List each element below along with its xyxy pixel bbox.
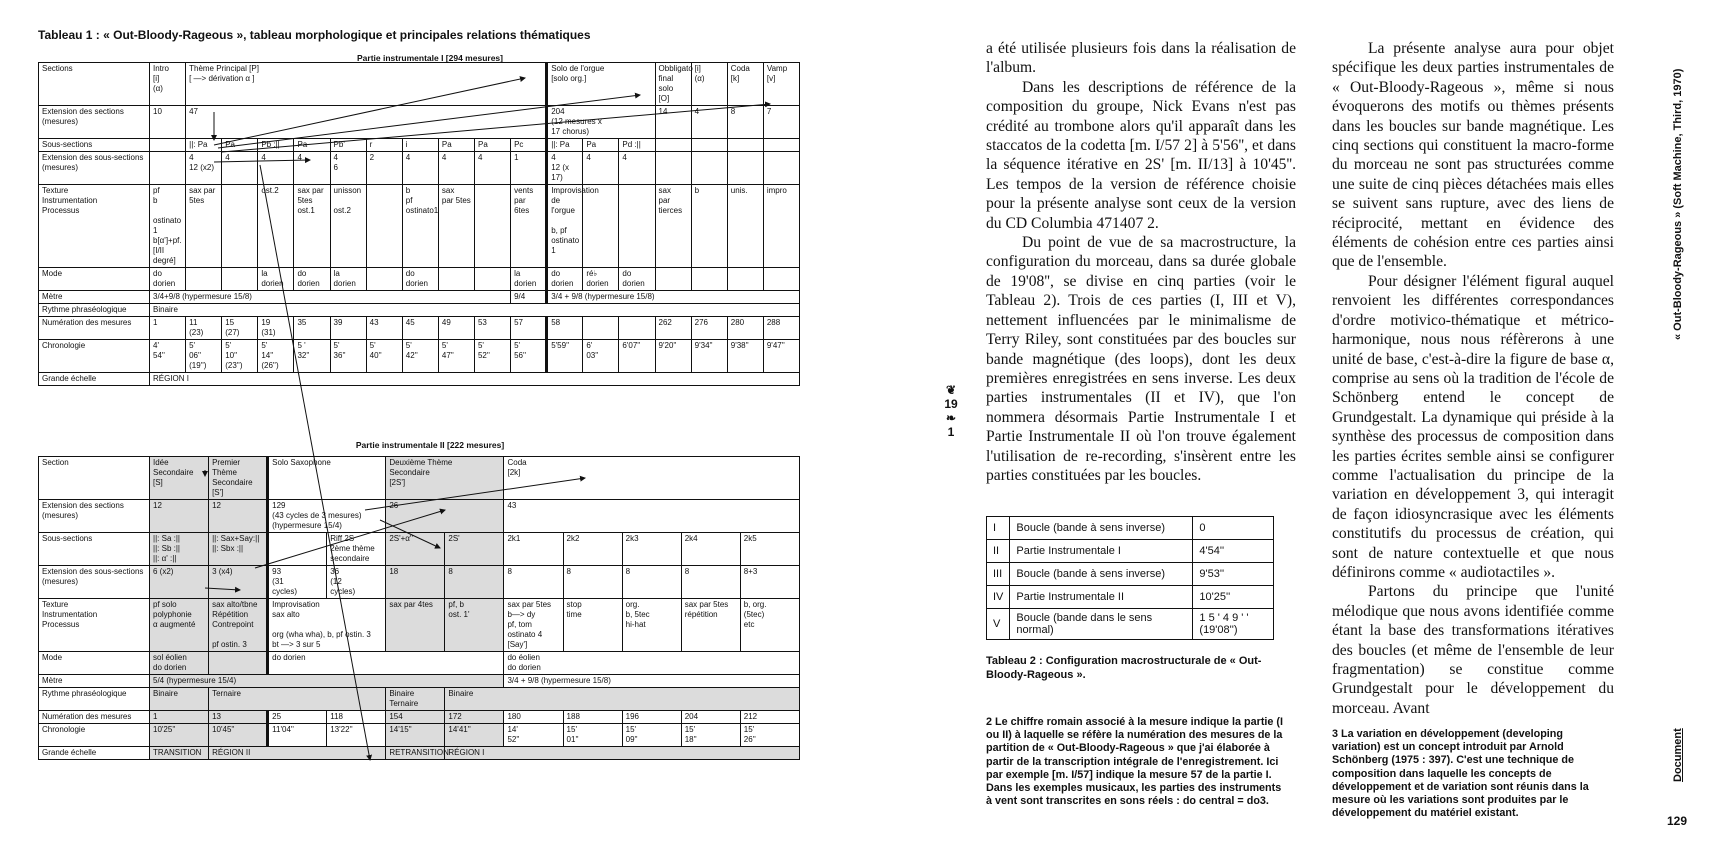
table-cell: pf solo polyphonie α augmenté bbox=[150, 599, 209, 652]
table-cell: ||: Pa bbox=[186, 139, 222, 152]
table-cell bbox=[186, 268, 222, 291]
table-cell: Pb :|| bbox=[258, 139, 294, 152]
table-cell: ||: Sa :|| ||: Sb :|| ||: α' :|| bbox=[150, 533, 209, 566]
table-cell: Boucle (bande à sens inverse) bbox=[1010, 563, 1193, 586]
table-cell: 1 bbox=[511, 152, 547, 185]
row-label: Extension des sections (mesures) bbox=[39, 500, 150, 533]
table-cell: 5' 36'' bbox=[330, 340, 366, 373]
table-cell: b pf ostinato1 bbox=[402, 185, 438, 268]
table1-part1 bbox=[38, 62, 800, 386]
table-cell bbox=[763, 268, 799, 291]
table-cell: Solo de l'orgue [solo org.] bbox=[547, 63, 655, 106]
table-cell: 3/4 + 9/8 (hypermesure 15/8) bbox=[547, 291, 800, 304]
table-cell bbox=[727, 268, 763, 291]
table-cell: b bbox=[691, 185, 727, 268]
table-cell bbox=[474, 185, 510, 268]
table-cell: 280 bbox=[727, 317, 763, 340]
table-cell: stop time bbox=[563, 599, 622, 652]
table-cell bbox=[727, 152, 763, 185]
table-cell bbox=[150, 139, 186, 152]
table-cell: Pd :|| bbox=[619, 139, 655, 152]
table-row bbox=[39, 185, 800, 268]
table-cell: Improvisation sax alto org (wha wha), b, pf ostin. 3 bt —> 3 sur 5 bbox=[268, 599, 386, 652]
table-cell bbox=[583, 185, 619, 268]
table-cell: 276 bbox=[691, 317, 727, 340]
table2-caption: Tableau 2 : Configuration macrostructurale de « Out-Bloody-Rageous ». bbox=[986, 655, 1262, 681]
table-cell: 180 bbox=[504, 711, 563, 724]
table-cell: 8 bbox=[504, 566, 563, 599]
paragraph: a été utilisée plusieurs fois dans la réalisation de l'album. bbox=[986, 40, 1296, 77]
running-title: « Out-Bloody-Rageous » (Soft Machine, Third, 1970) bbox=[1672, 68, 1684, 340]
table-cell: 10 bbox=[150, 106, 186, 139]
row-label: Chronologie bbox=[39, 724, 150, 747]
table-cell bbox=[438, 268, 474, 291]
table-cell bbox=[209, 652, 268, 675]
row-label: Grande échelle bbox=[39, 373, 150, 386]
table-cell: 11 (23) bbox=[186, 317, 222, 340]
table-cell bbox=[474, 268, 510, 291]
table-row bbox=[39, 652, 800, 675]
table-cell: Pa bbox=[222, 139, 258, 152]
table-cell: [i] (α) bbox=[691, 63, 727, 106]
table-cell: Partie Instrumentale II bbox=[1010, 586, 1193, 609]
table-cell bbox=[583, 317, 619, 340]
table-row bbox=[987, 609, 1274, 640]
table-cell: 8 bbox=[681, 566, 740, 599]
table-cell: i bbox=[402, 139, 438, 152]
table-cell: Pb' bbox=[330, 139, 366, 152]
section-label: Document bbox=[1672, 728, 1684, 782]
table-cell: unis. bbox=[727, 185, 763, 268]
table-cell: 2k3 bbox=[622, 533, 681, 566]
table-cell: 5' 42'' bbox=[402, 340, 438, 373]
table-cell: sax par 5tes bbox=[186, 185, 222, 268]
row-label: Chronologie bbox=[39, 340, 150, 373]
table-cell: la dorien bbox=[511, 268, 547, 291]
row-label: Sous-sections bbox=[39, 139, 150, 152]
table-cell: TRANSITION bbox=[150, 747, 209, 760]
table-cell: ost.2 bbox=[258, 185, 294, 268]
table-cell: 4 bbox=[258, 152, 294, 185]
table-cell: 14 bbox=[655, 106, 691, 139]
table-cell: Vamp [v] bbox=[763, 63, 799, 106]
table-cell: V bbox=[987, 609, 1010, 640]
table-cell: 5' 40'' bbox=[366, 340, 402, 373]
table-cell: do dorien bbox=[268, 652, 504, 675]
table-cell: 9'20'' bbox=[655, 340, 691, 373]
table-cell: 4' 54'' bbox=[150, 340, 186, 373]
table-row bbox=[39, 152, 800, 185]
table-cell: 13'22'' bbox=[327, 724, 386, 747]
table-cell: Binaire bbox=[445, 688, 800, 711]
table-cell: 15' 26'' bbox=[740, 724, 799, 747]
table-cell: 118 bbox=[327, 711, 386, 724]
table-cell: 26 bbox=[386, 500, 504, 533]
table-cell: 57 bbox=[511, 317, 547, 340]
table-cell: 12 bbox=[209, 500, 268, 533]
table-row bbox=[39, 500, 800, 533]
table-cell bbox=[366, 268, 402, 291]
paragraph: Partons du principe que l'unité mélodique que nous avons identifiée comme étant la base des transformations itératives des boucles (et même de l'ensemble de leur fragmentation) se constitue comme Grundgestalt pour le développement du morceau. Avant bbox=[1332, 583, 1614, 717]
row-label: Rythme phraséologique bbox=[39, 304, 150, 317]
table-cell bbox=[691, 152, 727, 185]
footnote-2: 2 Le chiffre romain associé à la mesure indique la partie (I ou II) à laquelle se réfère la numération des mesures de la partition de « Out-Bloody-Rageous » que j'ai élaborée à partir de la transcription intégrale de l'enregistrement. Ici par exemple [m. I/57] indique la mesure 57 de la partie I. Dans les exemples musicaux, les parties des instruments à vent sont transcrites en sons réels : do central = do3. bbox=[986, 716, 1284, 808]
table-cell: 7 bbox=[763, 106, 799, 139]
table-cell: 172 bbox=[445, 711, 504, 724]
table-cell: do dorien bbox=[547, 268, 583, 291]
table-cell: 3/4+9/8 (hypermesure 15/8) bbox=[150, 291, 511, 304]
table-cell: Binaire Ternaire bbox=[386, 688, 445, 711]
table-cell: sax par 5tes ost.1 bbox=[294, 185, 330, 268]
table-cell: sax par 5tes b—> dy pf, tom ostinato 4 [Say'] bbox=[504, 599, 563, 652]
table-cell: 4 bbox=[438, 152, 474, 185]
table-cell: 154 bbox=[386, 711, 445, 724]
table-cell: 4 bbox=[402, 152, 438, 185]
table-cell: 43 bbox=[366, 317, 402, 340]
table-cell: sax par 5tes répétition bbox=[681, 599, 740, 652]
table-cell: Pa bbox=[583, 139, 619, 152]
table-cell: 1 bbox=[150, 317, 186, 340]
table-cell: 18 bbox=[386, 566, 445, 599]
row-label: Extension des sous-sections (mesures) bbox=[39, 566, 150, 599]
table-row bbox=[987, 517, 1274, 540]
folio-ornament-icon: ❦ bbox=[945, 383, 957, 397]
table-cell: 212 bbox=[740, 711, 799, 724]
table-row bbox=[39, 457, 800, 500]
table-row bbox=[987, 540, 1274, 563]
table-cell: 8 bbox=[622, 566, 681, 599]
table-cell: 14' 52'' bbox=[504, 724, 563, 747]
table1-part2 bbox=[38, 456, 800, 760]
table-cell: 6' 03'' bbox=[583, 340, 619, 373]
table-cell: 5' 47'' bbox=[438, 340, 474, 373]
table-cell: 15 (27) bbox=[222, 317, 258, 340]
table-cell: 10'25'' bbox=[1193, 586, 1274, 609]
table-cell: Improvisation de l'orgue b, pf ostinato 1 bbox=[547, 185, 583, 268]
table-cell bbox=[655, 268, 691, 291]
table-cell: ||: Pa bbox=[547, 139, 583, 152]
table-row bbox=[39, 566, 800, 599]
table-cell: Binaire bbox=[150, 304, 800, 317]
row-label: Mode bbox=[39, 268, 150, 291]
table-row bbox=[39, 340, 800, 373]
table-cell: 196 bbox=[622, 711, 681, 724]
table-cell: 10'45'' bbox=[209, 724, 268, 747]
table-cell bbox=[222, 185, 258, 268]
paragraph: Pour désigner l'élément figural auquel renvoient les différentes correspondances d'ordre motivico-thématique et métrico-harmonique, nous nous réfèrerons à une unité de base, c'est-à-dire la figure de base α, comprise au sens où la tradition de l'école de Schönberg entend le concept de Grundgestalt. La dynamique qui préside à la synthèse des processus de composition dans les parties écrites semble ainsi se configurer comme l'actualisation du principe de la variation en développement 3, qui interagit de façon idiosyncrasique avec les éléments constitutifs du processus de création, qui sont de nature contextuelle et que nous définirons comme « audiotactiles ». bbox=[1332, 272, 1614, 581]
table-cell: do dorien bbox=[294, 268, 330, 291]
folio-marker bbox=[936, 383, 966, 439]
row-label: Mètre bbox=[39, 291, 150, 304]
table-cell: 53 bbox=[474, 317, 510, 340]
table-cell: Partie Instrumentale I bbox=[1010, 540, 1193, 563]
table-cell: Intro [i] (α) bbox=[150, 63, 186, 106]
table-cell: la dorien bbox=[330, 268, 366, 291]
table-cell: 39 bbox=[330, 317, 366, 340]
table-cell: 5'59'' bbox=[547, 340, 583, 373]
table-cell: 2k1 bbox=[504, 533, 563, 566]
table-cell: 9'53'' bbox=[1193, 563, 1274, 586]
table-cell: 2k4 bbox=[681, 533, 740, 566]
table-row bbox=[39, 291, 800, 304]
table-cell: 6'07'' bbox=[619, 340, 655, 373]
table-cell: Binaire bbox=[150, 688, 209, 711]
table-cell: 8 bbox=[563, 566, 622, 599]
table-row bbox=[39, 688, 800, 711]
table-cell: 3 (x4) bbox=[209, 566, 268, 599]
table2 bbox=[986, 516, 1274, 640]
table-cell: 43 bbox=[504, 500, 800, 533]
table-cell: Boucle (bande dans le sens normal) bbox=[1010, 609, 1193, 640]
table-row bbox=[39, 106, 800, 139]
table-cell: sol éolien do dorien bbox=[150, 652, 209, 675]
table-cell bbox=[268, 533, 327, 566]
table-cell: Coda [2k] bbox=[504, 457, 800, 500]
table-cell: pf b ostinato 1 b[α']+pf. [I/II degré] bbox=[150, 185, 186, 268]
table-cell: 13 bbox=[209, 711, 268, 724]
table-cell: 36 (12 cycles) bbox=[327, 566, 386, 599]
table-cell bbox=[222, 268, 258, 291]
table-cell: Riff 2S 2ème thème secondaire bbox=[327, 533, 386, 566]
table-cell: Idée Secondaire [S] bbox=[150, 457, 209, 500]
row-label: Extension des sections (mesures) bbox=[39, 106, 150, 139]
table-cell: Premier Thème Secondaire [S'] bbox=[209, 457, 268, 500]
table-cell: 188 bbox=[563, 711, 622, 724]
table-cell bbox=[691, 139, 727, 152]
table-cell: I bbox=[987, 517, 1010, 540]
table-cell: 2k5 bbox=[740, 533, 799, 566]
table-cell: Deuxième Thème Secondaire [2S'] bbox=[386, 457, 504, 500]
table-cell: sax par 5tes bbox=[438, 185, 474, 268]
table-cell: RÉGION II bbox=[209, 747, 386, 760]
table-cell: 6 (x2) bbox=[150, 566, 209, 599]
table-cell: 4 bbox=[294, 152, 330, 185]
table-cell: 35 bbox=[294, 317, 330, 340]
table-cell: 19 (31) bbox=[258, 317, 294, 340]
table-cell: Pa bbox=[438, 139, 474, 152]
table-cell: do dorien bbox=[619, 268, 655, 291]
table-row bbox=[987, 586, 1274, 609]
table-cell: 93 (31 cycles) bbox=[268, 566, 327, 599]
table-row bbox=[39, 139, 800, 152]
table-cell bbox=[619, 317, 655, 340]
table-cell bbox=[619, 185, 655, 268]
table-cell: Pa bbox=[294, 139, 330, 152]
table-cell: 12 bbox=[150, 500, 209, 533]
table-cell: 204 (12 mesures x 17 chorus) bbox=[547, 106, 655, 139]
table-cell: 2S' bbox=[445, 533, 504, 566]
table-cell: Thème Principal [P] [ —> dérivation α ] bbox=[186, 63, 547, 106]
table-cell: 129 (43 cycles de 3 mesures) (hypermesure 15/4) bbox=[268, 500, 386, 533]
table-cell: 4 12 (x2) bbox=[186, 152, 222, 185]
row-label: Grande échelle bbox=[39, 747, 150, 760]
table-cell: 4 bbox=[222, 152, 258, 185]
table-cell: 14'15'' bbox=[386, 724, 445, 747]
table-cell: RÉGION I bbox=[150, 373, 800, 386]
table-cell: III bbox=[987, 563, 1010, 586]
table-cell: 204 bbox=[681, 711, 740, 724]
table-cell: pf, b ost. 1' bbox=[445, 599, 504, 652]
table-cell: 8+3 bbox=[740, 566, 799, 599]
row-label: Sous-sections bbox=[39, 533, 150, 566]
table-cell: RÉGION I bbox=[445, 747, 800, 760]
table-cell: 1 5 ' 4 9 ' ' (19'08'') bbox=[1193, 609, 1274, 640]
table-cell bbox=[727, 139, 763, 152]
table-cell: 288 bbox=[763, 317, 799, 340]
table-cell: 45 bbox=[402, 317, 438, 340]
table-cell: 15' 18'' bbox=[681, 724, 740, 747]
table-cell: impro bbox=[763, 185, 799, 268]
table-cell: 4 bbox=[691, 106, 727, 139]
table-cell: sax par 4tes bbox=[386, 599, 445, 652]
table-cell: 11'04'' bbox=[268, 724, 327, 747]
row-label: Extension des sous-sections (mesures) bbox=[39, 152, 150, 185]
footnote-3: 3 La variation en développement (developing variation) est un concept introduit par Arnold Schönberg (1975 : 397). C'est une technique de composition dans laquelle les concepts de développement et de variation sont réunis dans la mesure où les variations sont produites par le développement du matériel existant. bbox=[1332, 728, 1589, 820]
table-cell: 15' 01'' bbox=[563, 724, 622, 747]
table-cell: unisson ost.2 bbox=[330, 185, 366, 268]
table-cell: 0 bbox=[1193, 517, 1274, 540]
part1-title: Partie instrumentale I [294 mesures] bbox=[357, 53, 503, 63]
table-cell: 47 bbox=[186, 106, 547, 139]
table-cell: 8 bbox=[445, 566, 504, 599]
paragraph: Du point de vue de sa macrostructure, la configuration du morceau, dans sa durée globale de 19'08'', se divise en cinq parties (voir le Tableau 2). Trois de ces parties (I, III et V), nettement influencées par le minimalisme de Terry Riley, sont constituées par des boucles sur bande magnétique (des loops), dont les deux premières enregistrées en sens inverse. Les deux parties instrumentales (II et IV), que l'on nommera désormais Partie Instrumentale I et Partie Instrumentale II où l'on trouve également l'utilisation de re-recording, s'insèrent entre les parties constituées par les boucles. bbox=[986, 234, 1296, 484]
table-cell: 4 bbox=[583, 152, 619, 185]
table-cell: la dorien bbox=[258, 268, 294, 291]
table-cell: sax alto/tbne Répétition Contrepoint pf ostin. 3 bbox=[209, 599, 268, 652]
table-row bbox=[39, 317, 800, 340]
table-cell: do éolien do dorien bbox=[504, 652, 800, 675]
column-1 bbox=[986, 39, 1296, 485]
table-cell: 49 bbox=[438, 317, 474, 340]
table-cell: 2k2 bbox=[563, 533, 622, 566]
table-cell: 15' 09'' bbox=[622, 724, 681, 747]
table-cell: 3/4 + 9/8 (hypermesure 15/8) bbox=[504, 675, 800, 688]
table-cell: 5' 52'' bbox=[474, 340, 510, 373]
table-cell: 58 bbox=[547, 317, 583, 340]
row-label: Texture Instrumentation Processus bbox=[39, 599, 150, 652]
table-row bbox=[987, 563, 1274, 586]
table-cell: 4 bbox=[619, 152, 655, 185]
table-cell: ré♭ dorien bbox=[583, 268, 619, 291]
table-cell: Solo Saxophone bbox=[268, 457, 386, 500]
table-cell bbox=[655, 139, 691, 152]
table-cell: 9'38'' bbox=[727, 340, 763, 373]
table-cell: RETRANSITION bbox=[386, 747, 445, 760]
table-cell: do dorien bbox=[402, 268, 438, 291]
table-cell: 5 ' 32'' bbox=[294, 340, 330, 373]
table-cell: r bbox=[366, 139, 402, 152]
table-cell: 10'25'' bbox=[150, 724, 209, 747]
table-cell: 2S'+α'' bbox=[386, 533, 445, 566]
table-cell bbox=[691, 268, 727, 291]
table-cell: IV bbox=[987, 586, 1010, 609]
row-label: Rythme phraséologique bbox=[39, 688, 150, 711]
table-cell bbox=[763, 139, 799, 152]
table-row bbox=[39, 599, 800, 652]
paragraph: Dans les descriptions de référence de la composition du groupe, Nick Evans n'est pas crédité au trombone alors qu'il apparaît dans les staccatos de la codetta [m. I/57 2] à 5'56'', et dans la séquence itérative en 2S' [m. II/13] à 10'45''. Les tempos de la version de référence choisie pour la présente analyse sont ceux de la version du CD Columbia 471407 2. bbox=[986, 78, 1296, 232]
table-cell: Pc bbox=[511, 139, 547, 152]
table-cell: org. b, 5tec hi-hat bbox=[622, 599, 681, 652]
folio-sub-number: 1 bbox=[947, 425, 955, 439]
table-cell: 5' 10'' (23'') bbox=[222, 340, 258, 373]
table-cell bbox=[763, 152, 799, 185]
table-cell: 4 bbox=[474, 152, 510, 185]
page-number: 129 bbox=[1667, 814, 1688, 828]
table-cell bbox=[150, 152, 186, 185]
table-row bbox=[39, 747, 800, 760]
table-cell: 5' 14'' (26'') bbox=[258, 340, 294, 373]
row-label: Mètre bbox=[39, 675, 150, 688]
table-cell: ||: Sax+Say:|| ||: Sbx :|| bbox=[209, 533, 268, 566]
table-cell: 25 bbox=[268, 711, 327, 724]
row-label: Numération des mesures bbox=[39, 711, 150, 724]
table-row bbox=[39, 533, 800, 566]
table-row bbox=[39, 724, 800, 747]
table-row bbox=[39, 675, 800, 688]
table-cell: 9'34'' bbox=[691, 340, 727, 373]
table-cell: sax par tierces bbox=[655, 185, 691, 268]
paragraph: La présente analyse aura pour objet spécifique les deux parties instrumentales de « Out-Bloody-Rageous », même si nous évoquerons des motifs ou thèmes présents dans les boucles sur bande magnétique. Les cinq sections qui constituent la macro-forme du morceau ne sont pas structurées comme une suite de cinq pièces détachées mais elles se suivent sans rupture, avec des liens de réciprocité, mettant en évidence des éléments de cohésion entre ces parties ainsi que de l'ensemble. bbox=[1332, 40, 1614, 271]
table-row bbox=[39, 373, 800, 386]
table-row bbox=[39, 268, 800, 291]
table1-title: Tableau 1 : « Out-Bloody-Rageous », tableau morphologique et principales relations thématiques bbox=[38, 28, 591, 42]
table-row bbox=[39, 304, 800, 317]
part2-title: Partie instrumentale II [222 mesures] bbox=[355, 440, 505, 450]
table-cell: 14'41'' bbox=[445, 724, 504, 747]
table-cell: 8 bbox=[727, 106, 763, 139]
table-cell: 5' 56'' bbox=[511, 340, 547, 373]
row-label: Numération des mesures bbox=[39, 317, 150, 340]
table-row bbox=[39, 711, 800, 724]
table-cell: 5/4 (hypermesure 15/4) bbox=[150, 675, 504, 688]
table-cell: 262 bbox=[655, 317, 691, 340]
column-2 bbox=[1332, 39, 1614, 718]
table-cell bbox=[366, 185, 402, 268]
table-cell: 4'54'' bbox=[1193, 540, 1274, 563]
table-cell: 4 6 bbox=[330, 152, 366, 185]
table-cell: Ternaire bbox=[209, 688, 386, 711]
table-cell: 5' 06'' (19'') bbox=[186, 340, 222, 373]
folio-divider-icon: ❧ bbox=[945, 411, 957, 425]
table-cell: 2 bbox=[366, 152, 402, 185]
table-cell: b, org. (5tec) etc bbox=[740, 599, 799, 652]
table-row bbox=[39, 63, 800, 106]
table-cell: Coda [k] bbox=[727, 63, 763, 106]
table-cell: Pa bbox=[474, 139, 510, 152]
table-cell: do dorien bbox=[150, 268, 186, 291]
table-cell: vents par 6tes bbox=[511, 185, 547, 268]
row-label: Mode bbox=[39, 652, 150, 675]
table-cell: II bbox=[987, 540, 1010, 563]
folio-number: 19 bbox=[944, 397, 958, 411]
table-cell bbox=[655, 152, 691, 185]
table-cell: 9/4 bbox=[511, 291, 547, 304]
table-cell: 9'47'' bbox=[763, 340, 799, 373]
table-cell: Boucle (bande à sens inverse) bbox=[1010, 517, 1193, 540]
table-cell: 1 bbox=[150, 711, 209, 724]
table-cell: 4 12 (x 17) bbox=[547, 152, 583, 185]
table-cell: Obbligato final solo [O] bbox=[655, 63, 691, 106]
row-label: Section bbox=[39, 457, 150, 500]
row-label: Texture Instrumentation Processus bbox=[39, 185, 150, 268]
row-label: Sections bbox=[39, 63, 150, 106]
